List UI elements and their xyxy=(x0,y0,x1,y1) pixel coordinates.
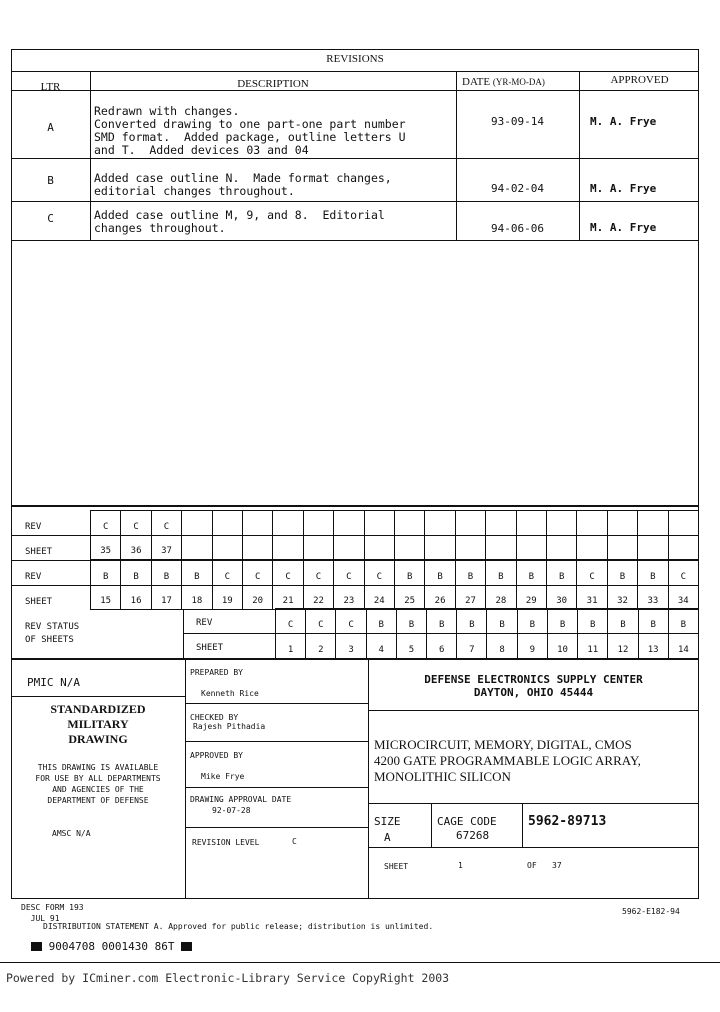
grid2-sheet-cell: 33 xyxy=(638,586,668,611)
grid1-sheet-cell xyxy=(486,536,516,561)
status-rev-cell: C xyxy=(336,609,366,634)
rev-description-c: Added case outline M, 9, and 8. Editorial changes throughout. xyxy=(94,208,385,235)
grid2-rev-cell: B xyxy=(182,561,212,586)
status-rev-cell: B xyxy=(578,609,608,634)
grid2-sheet-cell: 28 xyxy=(486,586,516,611)
approved-label: APPROVED BY xyxy=(190,751,243,760)
distribution-statement: DISTRIBUTION STATEMENT A. Approved for public release; distribution is unlimited. xyxy=(43,922,434,931)
rev-status-label: REV STATUS OF SHEETS xyxy=(25,622,80,645)
ltr-header: LTR xyxy=(40,81,61,93)
grid1-rev-cell xyxy=(547,511,577,536)
revision-level-label: REVISION LEVEL xyxy=(192,838,260,847)
drawing-date: 92-07-28 xyxy=(212,806,251,815)
status-rev-cell: C xyxy=(306,609,336,634)
grid1-sheet-cell xyxy=(395,536,425,561)
revision-level: C xyxy=(292,837,297,846)
grid2-sheet-cell: 30 xyxy=(547,586,577,611)
status-sheet-cell: 4 xyxy=(367,634,397,659)
grid2-sheet-cell: 21 xyxy=(273,586,303,611)
status-sheet-cell: 1 xyxy=(276,634,306,659)
drawing-title: MICROCIRCUIT, MEMORY, DIGITAL, CMOS 4200 GATE PROGRAMMABLE LOGIC ARRAY, MONOLITHIC SILICON xyxy=(374,737,641,784)
checked-label: CHECKED BY xyxy=(190,713,239,722)
grid1-sheet-cell xyxy=(669,536,699,561)
rev-approved-b: M. A. Frye xyxy=(590,182,657,195)
grid2-rev-cell: B xyxy=(91,561,121,586)
checked-by: Rajesh Pithadia xyxy=(193,722,266,731)
grid2-rev-cell: B xyxy=(121,561,151,586)
rev-letter-b: B xyxy=(47,174,54,187)
grid1-sheet-cell xyxy=(182,536,212,561)
grid2-rev-cell: C xyxy=(365,561,395,586)
status-rev-cell: B xyxy=(397,609,427,634)
grid2-sheet-cell: 15 xyxy=(91,586,121,611)
grid2-rev-cell: B xyxy=(395,561,425,586)
rev-date-c: 94-06-06 xyxy=(491,222,544,235)
date-header: DATE (YR-MO-DA) xyxy=(462,76,545,88)
grid1-sheet-cell xyxy=(273,536,303,561)
sheet-label-2: SHEET xyxy=(25,597,53,607)
status-sheet-cell: 6 xyxy=(427,634,457,659)
grid1-sheet-cell xyxy=(304,536,334,561)
agency-name: DEFENSE ELECTRONICS SUPPLY CENTER xyxy=(424,673,643,686)
prepared-by: Kenneth Rice xyxy=(201,689,259,698)
grid1-sheet-cell xyxy=(456,536,486,561)
sheet-label-1: SHEET xyxy=(25,547,53,557)
grid1-rev-cell xyxy=(213,511,243,536)
status-rev-cell: B xyxy=(427,609,457,634)
grid2-sheet-cell: 27 xyxy=(456,586,486,611)
rev-grid-row2 xyxy=(90,560,699,610)
grid1-rev-cell xyxy=(182,511,212,536)
grid1-sheet-cell xyxy=(243,536,273,561)
rev-description-a: Redrawn with changes. Converted drawing to one part-one part number SMD format. Added package, outline letters U and T. Added devices 03 and 04 xyxy=(94,104,406,157)
dwg-number: 5962-89713 xyxy=(528,814,607,829)
grid1-rev-cell xyxy=(577,511,607,536)
grid2-rev-cell: C xyxy=(273,561,303,586)
grid1-rev-cell xyxy=(304,511,334,536)
grid2-sheet-cell: 31 xyxy=(577,586,607,611)
rev-approved-a: M. A. Frye xyxy=(590,115,657,128)
prepared-label: PREPARED BY xyxy=(190,668,243,677)
of-label: OF xyxy=(527,861,537,870)
rev-status-sheet-label: SHEET xyxy=(196,643,224,653)
grid1-rev-cell xyxy=(243,511,273,536)
agency-location: DAYTON, OHIO 45444 xyxy=(473,686,594,699)
grid1-rev-cell xyxy=(334,511,364,536)
grid1-rev-cell xyxy=(608,511,638,536)
pmic: PMIC N/A xyxy=(27,676,80,689)
grid2-rev-cell: B xyxy=(638,561,668,586)
grid1-sheet-cell xyxy=(517,536,547,561)
form-code: 5962-E182-94 xyxy=(622,907,680,916)
status-rev-cell: B xyxy=(669,609,699,634)
form-number: DESC FORM 193 JUL 91 xyxy=(21,903,84,923)
grid1-rev-cell xyxy=(395,511,425,536)
status-sheet-cell: 5 xyxy=(397,634,427,659)
status-sheet-cell: 2 xyxy=(306,634,336,659)
sheet-value: 1 xyxy=(458,861,463,870)
grid2-sheet-cell: 17 xyxy=(152,586,182,611)
standard-notice: THIS DRAWING IS AVAILABLE FOR USE BY ALL DEPARTMENTS AND AGENCIES OF THE DEPARTMENT OF DEFENSE xyxy=(35,763,161,805)
status-sheet-cell: 14 xyxy=(669,634,699,659)
grid2-rev-cell: B xyxy=(152,561,182,586)
grid1-rev-cell xyxy=(365,511,395,536)
status-rev-cell: B xyxy=(548,609,578,634)
grid2-sheet-cell: 32 xyxy=(608,586,638,611)
powered-by: Powered by ICminer.com Electronic-Library Service CopyRight 2003 xyxy=(6,971,450,985)
status-sheet-cell: 12 xyxy=(608,634,638,659)
grid1-sheet-cell xyxy=(213,536,243,561)
grid2-sheet-cell: 20 xyxy=(243,586,273,611)
grid1-sheet-cell: 36 xyxy=(121,536,151,561)
rev-label-1: REV xyxy=(25,522,42,532)
grid1-sheet-cell: 37 xyxy=(152,536,182,561)
grid1-sheet-cell xyxy=(577,536,607,561)
of-value: 37 xyxy=(552,861,562,870)
grid2-sheet-cell: 22 xyxy=(304,586,334,611)
grid2-rev-cell: C xyxy=(213,561,243,586)
rev-label-2: REV xyxy=(25,572,42,582)
grid1-sheet-cell: 35 xyxy=(91,536,121,561)
status-sheet-cell: 9 xyxy=(518,634,548,659)
approved-header: APPROVED xyxy=(610,74,669,86)
grid2-sheet-cell: 18 xyxy=(182,586,212,611)
grid1-rev-cell xyxy=(456,511,486,536)
grid2-rev-cell: C xyxy=(304,561,334,586)
grid2-rev-cell: B xyxy=(456,561,486,586)
size-value: A xyxy=(384,831,391,844)
rev-letter-a: A xyxy=(47,121,54,134)
status-rev-cell: C xyxy=(276,609,306,634)
grid1-rev-cell xyxy=(517,511,547,536)
barcode-line: 9004708 0001430 86T xyxy=(31,940,192,953)
status-rev-cell: B xyxy=(457,609,487,634)
sheet-label: SHEET xyxy=(384,862,409,871)
revisions-title: REVISIONS xyxy=(326,53,384,65)
grid2-sheet-cell: 29 xyxy=(517,586,547,611)
grid1-rev-cell: C xyxy=(121,511,151,536)
rev-date-b: 94-02-04 xyxy=(491,182,544,195)
rev-grid-row1 xyxy=(90,510,699,560)
grid2-sheet-cell: 26 xyxy=(425,586,455,611)
grid1-rev-cell xyxy=(638,511,668,536)
standard-title: STANDARDIZED MILITARY DRAWING xyxy=(50,702,146,746)
grid2-sheet-cell: 25 xyxy=(395,586,425,611)
grid1-sheet-cell xyxy=(365,536,395,561)
grid2-rev-cell: C xyxy=(243,561,273,586)
status-sheet-cell: 3 xyxy=(336,634,366,659)
rev-description-b: Added case outline N. Made format changes, editorial changes throughout. xyxy=(94,171,392,198)
status-sheet-cell: 13 xyxy=(639,634,669,659)
grid1-rev-cell: C xyxy=(91,511,121,536)
grid2-rev-cell: B xyxy=(486,561,516,586)
status-rev-cell: B xyxy=(518,609,548,634)
grid1-sheet-cell xyxy=(547,536,577,561)
grid2-sheet-cell: 34 xyxy=(669,586,699,611)
grid2-sheet-cell: 23 xyxy=(334,586,364,611)
status-sheet-cell: 10 xyxy=(548,634,578,659)
grid1-sheet-cell xyxy=(638,536,668,561)
rev-letter-c: C xyxy=(47,212,54,225)
grid1-sheet-cell xyxy=(334,536,364,561)
grid1-rev-cell xyxy=(273,511,303,536)
rev-date-a: 93-09-14 xyxy=(491,115,544,128)
grid2-rev-cell: B xyxy=(517,561,547,586)
status-rev-cell: B xyxy=(608,609,638,634)
grid1-sheet-cell xyxy=(608,536,638,561)
status-rev-cell: B xyxy=(487,609,517,634)
grid2-rev-cell: C xyxy=(334,561,364,586)
amsc: AMSC N/A xyxy=(52,829,91,838)
grid1-rev-cell xyxy=(425,511,455,536)
grid2-sheet-cell: 16 xyxy=(121,586,151,611)
grid2-rev-cell: C xyxy=(577,561,607,586)
status-sheet-cell: 8 xyxy=(487,634,517,659)
status-sheet-cell: 11 xyxy=(578,634,608,659)
approved-by: Mike Frye xyxy=(201,772,245,781)
status-sheet-cell: 7 xyxy=(457,634,487,659)
grid2-sheet-cell: 24 xyxy=(365,586,395,611)
status-rev-cell: B xyxy=(367,609,397,634)
cage-value: 67268 xyxy=(456,829,490,842)
grid1-rev-cell: C xyxy=(152,511,182,536)
grid1-rev-cell xyxy=(486,511,516,536)
grid1-rev-cell xyxy=(669,511,699,536)
status-rev-cell: B xyxy=(639,609,669,634)
grid1-sheet-cell xyxy=(425,536,455,561)
drawing-date-label: DRAWING APPROVAL DATE xyxy=(190,795,292,804)
grid2-sheet-cell: 19 xyxy=(213,586,243,611)
grid2-rev-cell: C xyxy=(669,561,699,586)
description-header: DESCRIPTION xyxy=(237,78,309,90)
size-label: SIZE xyxy=(374,815,401,828)
grid2-rev-cell: B xyxy=(547,561,577,586)
grid2-rev-cell: B xyxy=(425,561,455,586)
cage-label: CAGE CODE xyxy=(437,815,497,828)
rev-status-rev-label: REV xyxy=(196,618,213,628)
rev-approved-c: M. A. Frye xyxy=(590,221,657,234)
rev-status-grid xyxy=(275,608,699,659)
grid2-rev-cell: B xyxy=(608,561,638,586)
